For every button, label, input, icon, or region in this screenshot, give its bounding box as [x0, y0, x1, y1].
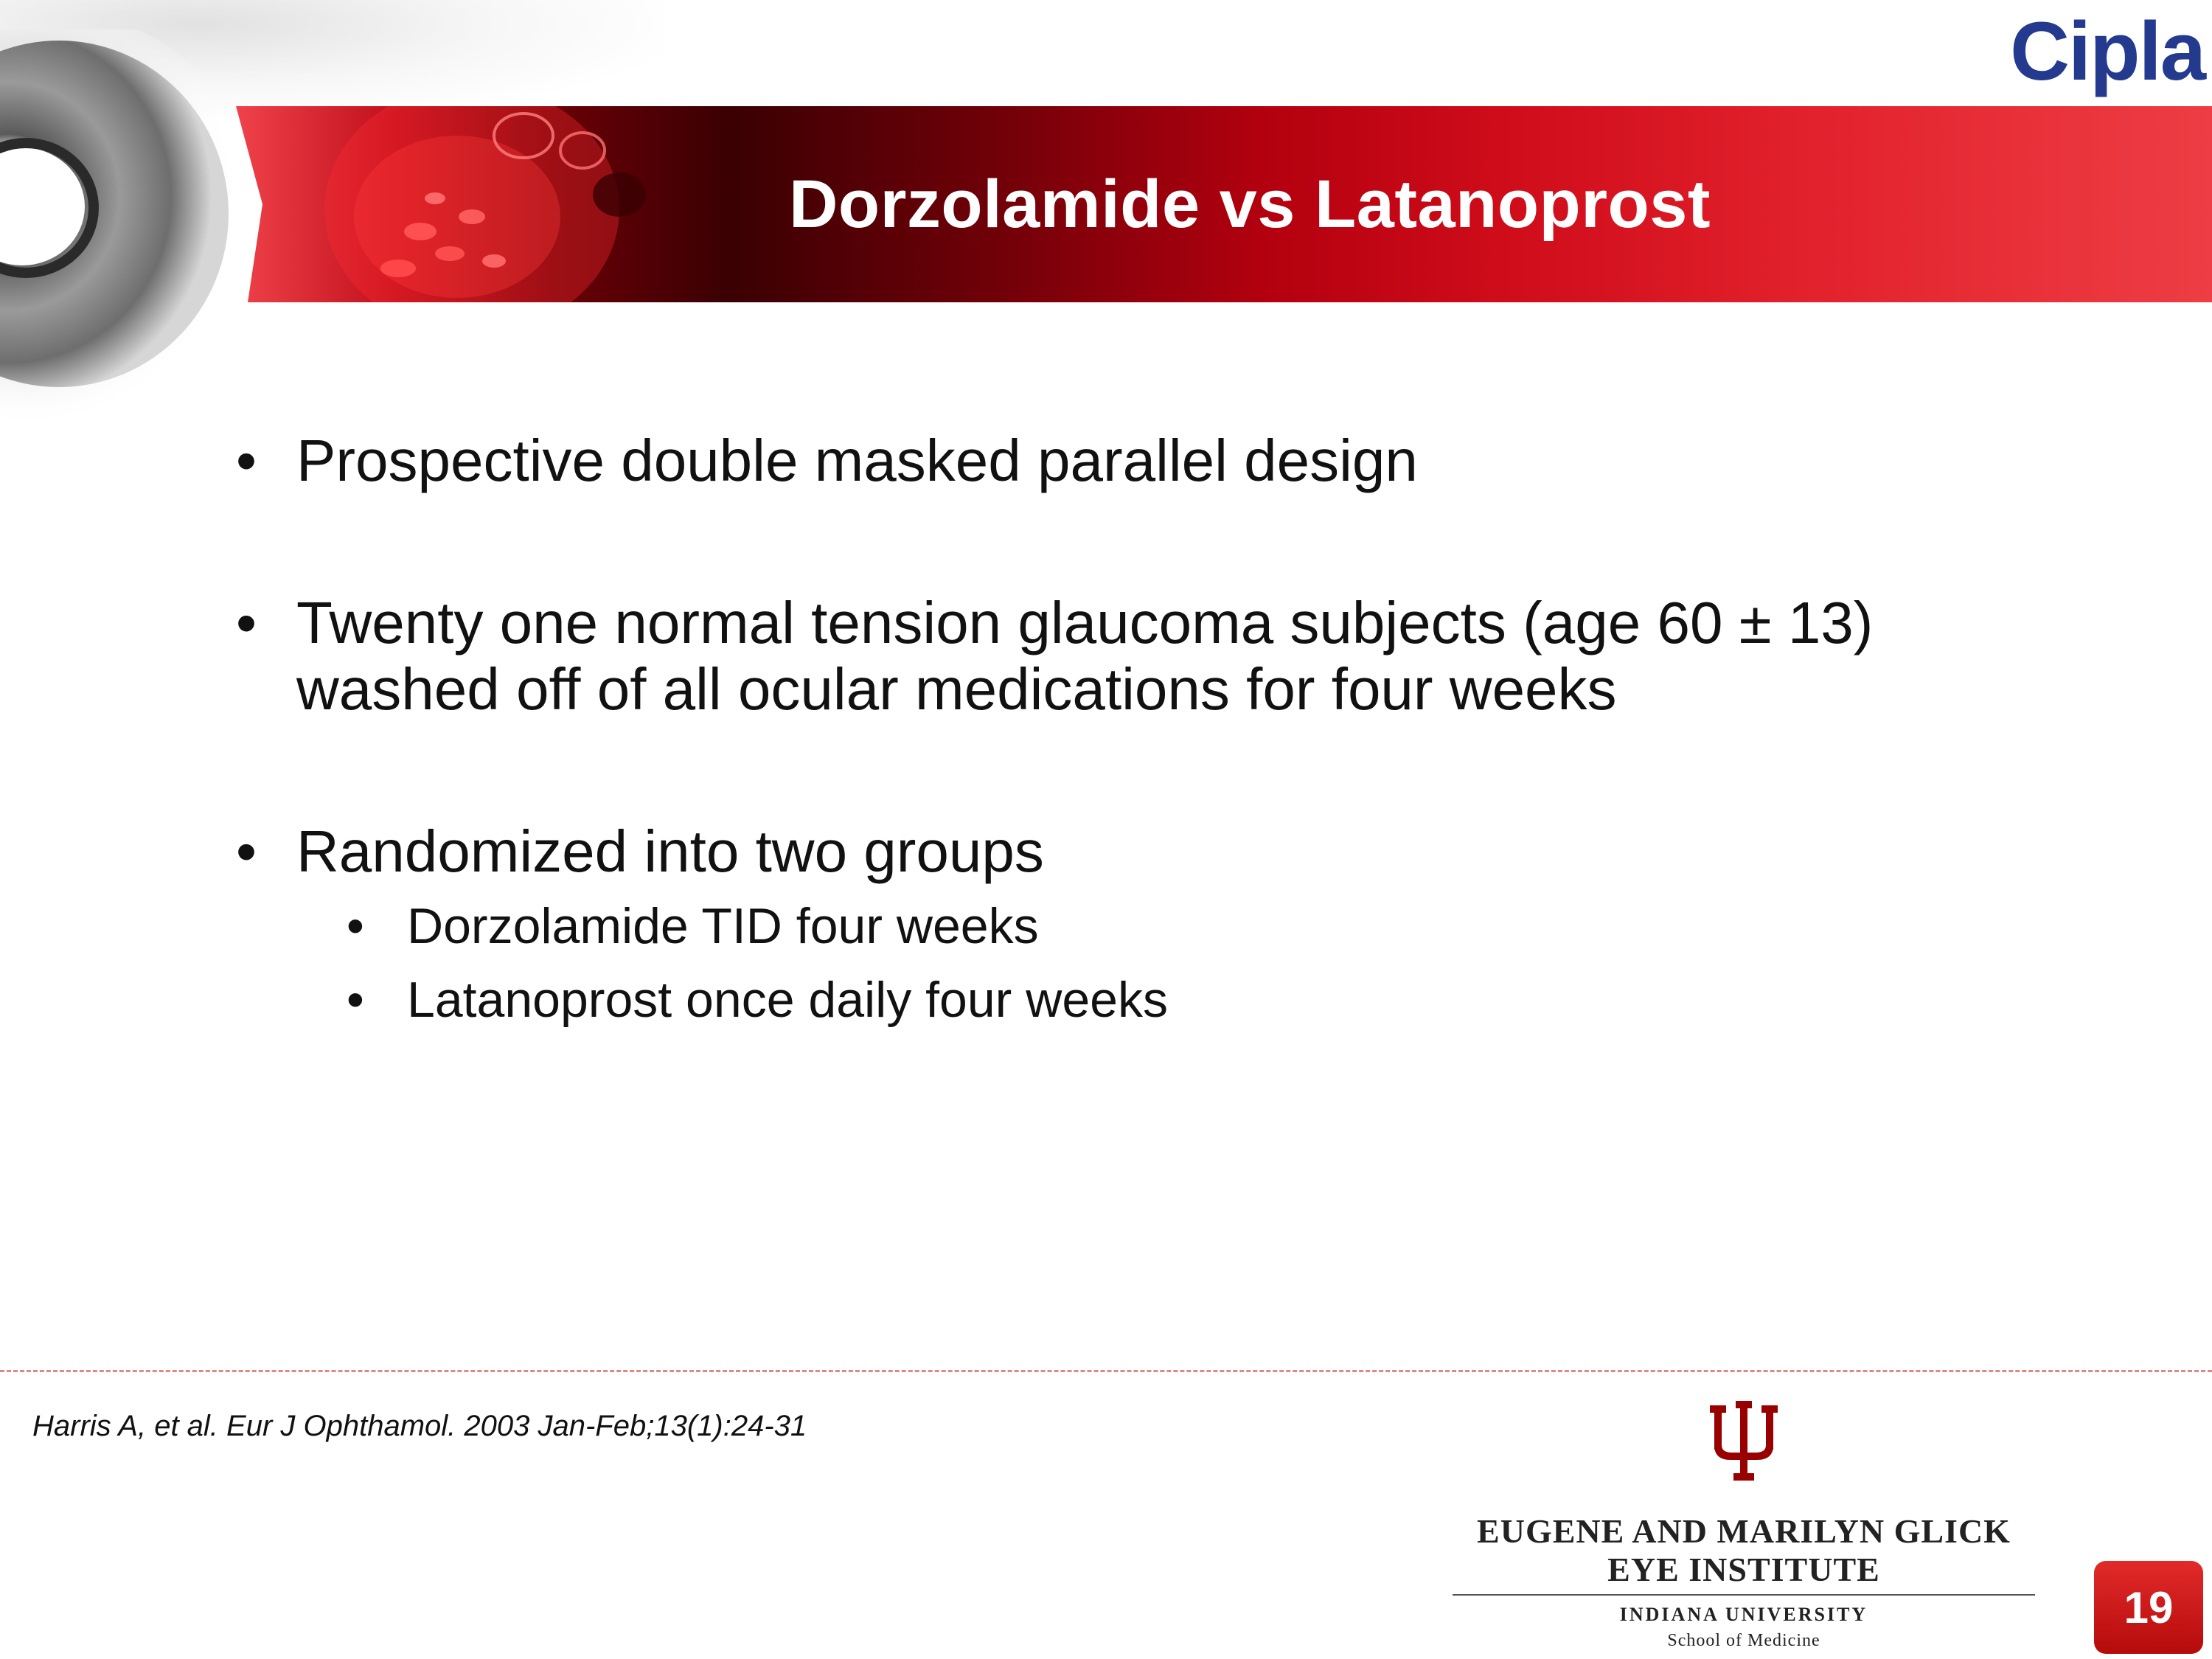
page-number-badge: 19 [2094, 1561, 2203, 1654]
institution-logo [1453, 1401, 2035, 1659]
sub-bullet-item [236, 889, 2006, 963]
university-name: INDIANA UNIVERSITY [1619, 1604, 1868, 1625]
sub-bullet-text: Latanoprost once daily four weeks [407, 972, 1168, 1028]
slide-title: Dorzolamide vs Latanoprost [788, 166, 1711, 242]
cipla-logo: Cipla [2010, 5, 2205, 97]
bullet-item [236, 818, 1992, 885]
footer-divider [0, 1370, 2212, 1372]
bullet-text: Randomized into two groups [296, 818, 1044, 884]
bullet-list [236, 428, 2006, 1037]
institution-name-line1: EUGENE AND MARILYN GLICK [1477, 1512, 2011, 1550]
sub-bullet-text: Dorzolamide TID four weeks [407, 898, 1039, 954]
eye-graphic-icon [0, 29, 265, 428]
institution-name-line2: EYE INSTITUTE [1607, 1551, 1880, 1588]
sub-bullet-item [236, 963, 2006, 1037]
blood-cells-graphic-icon [280, 106, 693, 302]
institution-rule [1453, 1594, 2035, 1596]
bullet-item [236, 590, 1992, 723]
school-name: School of Medicine [1667, 1631, 1820, 1650]
iu-trident-icon [1707, 1401, 1781, 1484]
bullet-dot-icon: • [236, 590, 257, 655]
citation: Harris A, et al. Eur J Ophthamol. 2003 Jan-Feb;13(1):24-31 [32, 1410, 807, 1442]
bullet-text: Prospective double masked parallel design [296, 428, 1418, 493]
bullet-item [236, 428, 1992, 494]
bullet-dot-icon: • [236, 818, 257, 884]
bullet-dot-icon: • [236, 428, 257, 493]
bullet-text: Twenty one normal tension glaucoma subjects (age 60 ± 13) washed off of all ocular medications for four weeks [296, 590, 1874, 722]
sub-bullet-dot-icon: • [347, 972, 364, 1028]
sub-bullet-dot-icon: • [347, 898, 364, 954]
